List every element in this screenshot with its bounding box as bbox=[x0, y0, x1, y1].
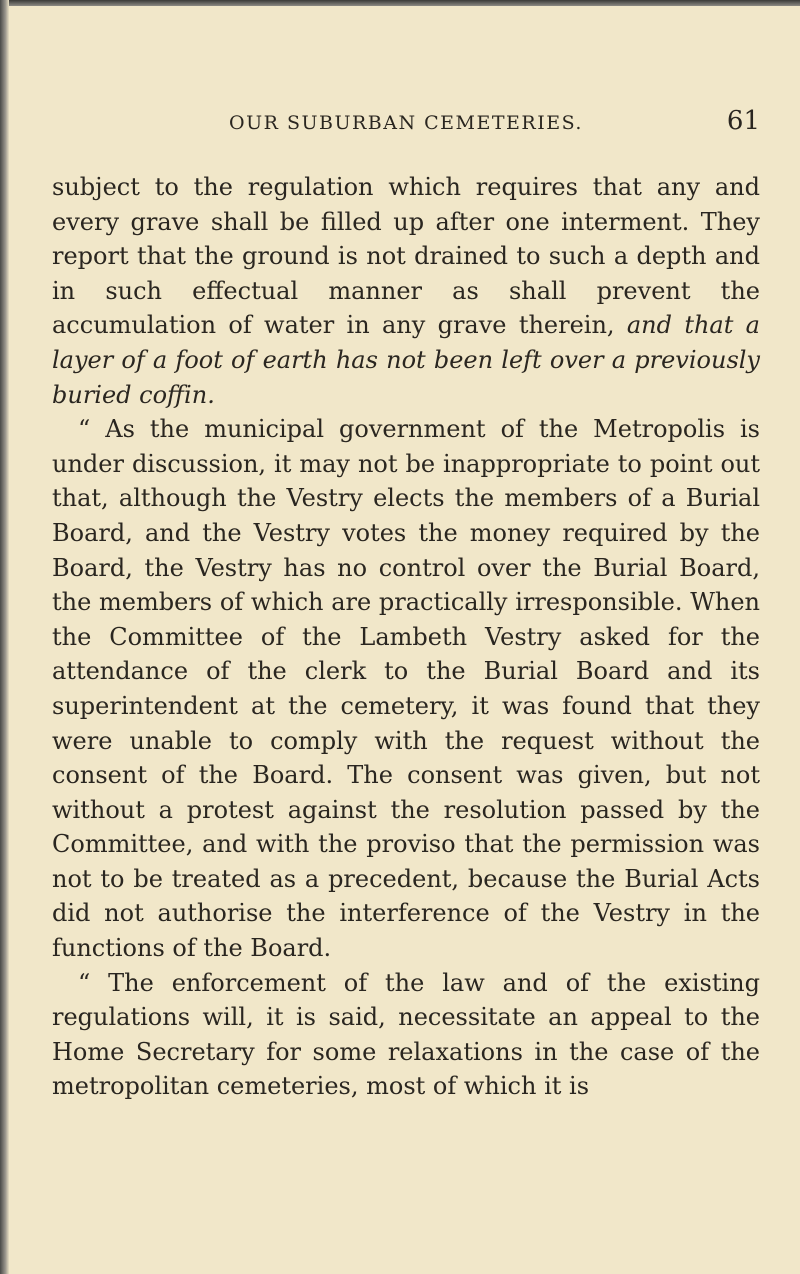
book-binding-edge bbox=[0, 0, 9, 1274]
running-head bbox=[52, 106, 760, 152]
body-text bbox=[52, 170, 760, 1104]
paragraph-1-text: subject to the regulation which requires that any and every grave shall be filled up after one interment. They report that the ground is not drained to such a depth and in such effectual manner as shall prevent the accumulation of water in any grave therein, bbox=[52, 173, 760, 340]
paragraph-2 bbox=[52, 412, 760, 966]
paragraph-1-italic: and that a layer of a foot of earth has not been left over a previously buried coffin. bbox=[52, 311, 760, 409]
page-top-edge bbox=[0, 0, 800, 6]
paragraph-1 bbox=[52, 170, 760, 412]
page-number: 61 bbox=[726, 106, 760, 136]
running-title: OUR SUBURBAN CEMETERIES. bbox=[229, 112, 583, 134]
paragraph-3 bbox=[52, 966, 760, 1104]
paragraph-3-text: “ The enforcement of the law and of the existing regulations will, it is said, necessitate an appeal to the Home Secretary for some relaxations in the case of the metropolitan cemeteries, most of which it is bbox=[52, 968, 760, 1101]
book-page bbox=[52, 106, 760, 1104]
paragraph-2-text: “ As the municipal government of the Metropolis is under discussion, it may not be inappropriate to point out that, although the Vestry elects the members of a Burial Board, and the Vestry votes the money required by the Board, the Vestry has no control over the Burial Board, the members of which are practically irresponsible. When the Committee of the Lambeth Vestry asked for the attendance of the clerk to the Burial Board and its superintendent at the cemetery, it was found that they were unable to comply with the request without the consent of the Board. The consent was given, but not without a protest against the resolution passed by the Committee, and with the proviso that the permission was not to be treated as a precedent, because the Burial Acts did not authorise the interference of the Vestry in the functions of the Board. bbox=[52, 415, 760, 963]
